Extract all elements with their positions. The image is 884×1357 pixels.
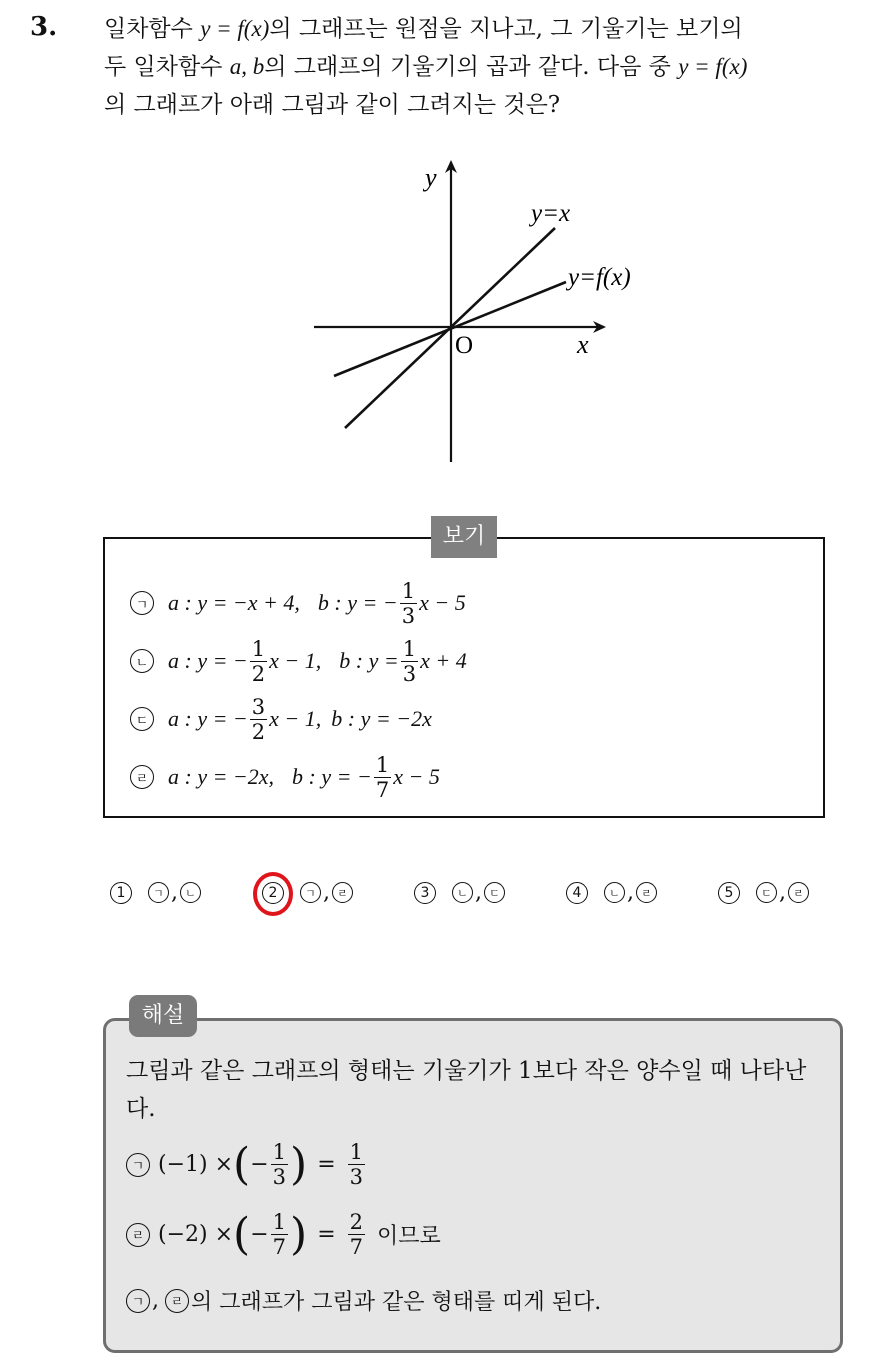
bogi-1-a: a : y = −x + 4, bbox=[168, 590, 300, 615]
bogi-1-b-pre: b : y = − bbox=[317, 590, 398, 615]
mark-rieul-icon: ㄹ bbox=[126, 1223, 150, 1247]
bogi-2-a-post: x − 1, bbox=[269, 648, 322, 673]
line2-label: y=f(x) bbox=[568, 264, 631, 291]
question-text bbox=[104, 10, 864, 124]
fraction: $\frac{1}{7}$ bbox=[375, 752, 390, 802]
mark-digeut-icon: ㄷ bbox=[130, 707, 154, 731]
bogi-1-b-post: x − 5 bbox=[419, 590, 466, 615]
bogi-4-b-pre: b : y = − bbox=[292, 764, 372, 789]
x-axis-label: x bbox=[577, 330, 589, 359]
explanation-tag: 해설 bbox=[129, 995, 197, 1037]
fraction: $\frac{3}{2}$ bbox=[251, 694, 266, 744]
question-line2-a: 두 일차함수 bbox=[104, 54, 223, 80]
bogi-3-a-pre: a : y = − bbox=[168, 706, 248, 731]
bogi-tag: 보기 bbox=[431, 516, 497, 558]
fraction: $\frac{1}{3}$ bbox=[272, 1140, 287, 1189]
choice-3[interactable]: 3 ㄴ , ㄷ bbox=[414, 880, 507, 905]
mark-icon: ㄷ bbox=[756, 882, 777, 903]
fraction: $\frac{2}{7}$ bbox=[349, 1210, 363, 1259]
question-number: 3. bbox=[30, 12, 58, 42]
mark-rieul-icon: ㄹ bbox=[165, 1289, 189, 1313]
choice-number-icon: 2 bbox=[262, 882, 284, 904]
bogi-2-b-pre: b : y = bbox=[339, 648, 399, 673]
mark-nieun-icon: ㄴ bbox=[130, 649, 154, 673]
explanation-conclusion: ㄱ , ㄹ 의 그래프가 그림과 같은 형태를 띠게 된다. bbox=[126, 1285, 601, 1316]
question-line2-math: a, b bbox=[229, 54, 265, 79]
mark-icon: ㄴ bbox=[452, 882, 473, 903]
choice-number-icon: 5 bbox=[718, 882, 740, 904]
fraction: $\frac{1}{3}$ bbox=[349, 1140, 363, 1189]
mark-icon: ㄱ bbox=[148, 882, 169, 903]
fraction: $\frac{1}{7}$ bbox=[272, 1210, 287, 1259]
bogi-4-a: a : y = −2x, bbox=[168, 764, 275, 789]
choice-2[interactable]: 2 ㄱ , ㄹ bbox=[262, 880, 355, 905]
mark-icon: ㄷ bbox=[484, 882, 505, 903]
mark-icon: ㄴ bbox=[180, 882, 201, 903]
exp-2-pre: (−2) × bbox=[158, 1222, 234, 1247]
choice-5[interactable]: 5 ㄷ , ㄹ bbox=[718, 880, 811, 905]
line1-label: y=x bbox=[531, 200, 571, 227]
bogi-2-b-post: x + 4 bbox=[420, 648, 467, 673]
explanation-text: 그림과 같은 그래프의 형태는 기울기가 1보다 작은 양수일 때 나타난다. bbox=[126, 1058, 807, 1122]
bogi-item-2 bbox=[130, 632, 467, 690]
fraction: $\frac{1}{3}$ bbox=[402, 636, 417, 686]
fraction: $\frac{1}{3}$ bbox=[401, 578, 416, 628]
choice-number-icon: 1 bbox=[110, 882, 132, 904]
origin-label: O bbox=[455, 332, 474, 359]
mark-icon: ㄹ bbox=[332, 882, 353, 903]
bogi-item-1 bbox=[130, 574, 466, 632]
explanation-row-1: ㄱ (−1) × ( − $\frac{1}{3}$ ) = $\frac{1}{3}$ bbox=[126, 1140, 367, 1189]
conclusion-text: 의 그래프가 그림과 같은 형태를 띠게 된다. bbox=[191, 1290, 602, 1315]
question-line2-math2: y = f(x) bbox=[678, 54, 748, 79]
choice-number-icon: 3 bbox=[414, 882, 436, 904]
exp-2-post: 이므로 bbox=[377, 1224, 441, 1249]
mark-giyeok-icon: ㄱ bbox=[126, 1153, 150, 1177]
choice-1[interactable]: 1 ㄱ , ㄴ bbox=[110, 880, 203, 905]
mark-icon: ㄹ bbox=[788, 882, 809, 903]
fraction: $\frac{1}{2}$ bbox=[251, 636, 266, 686]
mark-giyeok-icon: ㄱ bbox=[130, 591, 154, 615]
y-axis-label: y bbox=[425, 163, 437, 192]
bogi-3-a-post: x − 1, bbox=[269, 706, 322, 731]
mark-icon: ㄴ bbox=[604, 882, 625, 903]
choice-number-icon: 4 bbox=[566, 882, 588, 904]
bogi-item-3 bbox=[130, 690, 432, 748]
function-graph bbox=[0, 150, 884, 490]
mark-giyeok-icon: ㄱ bbox=[126, 1289, 150, 1313]
bogi-item-4 bbox=[130, 748, 440, 806]
question-line1-math: y = f(x) bbox=[200, 16, 270, 41]
bogi-2-a-pre: a : y = − bbox=[168, 648, 248, 673]
choice-4[interactable]: 4 ㄴ , ㄹ bbox=[566, 880, 659, 905]
answer-choices bbox=[0, 880, 884, 920]
question-line2-b: 의 그래프의 기울기의 곱과 같다. 다음 중 bbox=[264, 54, 671, 80]
selected-answer-circle-icon bbox=[253, 872, 293, 916]
mark-icon: ㄹ bbox=[636, 882, 657, 903]
explanation-row-2: ㄹ (−2) × ( − $\frac{1}{7}$ ) = $\frac{2}{7}$ 이므로 bbox=[126, 1210, 441, 1259]
bogi-3-b: b : y = −2x bbox=[331, 706, 432, 731]
question-line3: 의 그래프가 아래 그림과 같이 그려지는 것은? bbox=[104, 92, 561, 118]
exp-1-pre: (−1) × bbox=[158, 1152, 234, 1177]
question-line1-b: 의 그래프는 원점을 지나고, 그 기울기는 보기의 bbox=[269, 16, 743, 42]
mark-rieul-icon: ㄹ bbox=[130, 765, 154, 789]
question-line1-a: 일차함수 bbox=[104, 16, 193, 42]
bogi-4-b-post: x − 5 bbox=[393, 764, 440, 789]
mark-icon: ㄱ bbox=[300, 882, 321, 903]
